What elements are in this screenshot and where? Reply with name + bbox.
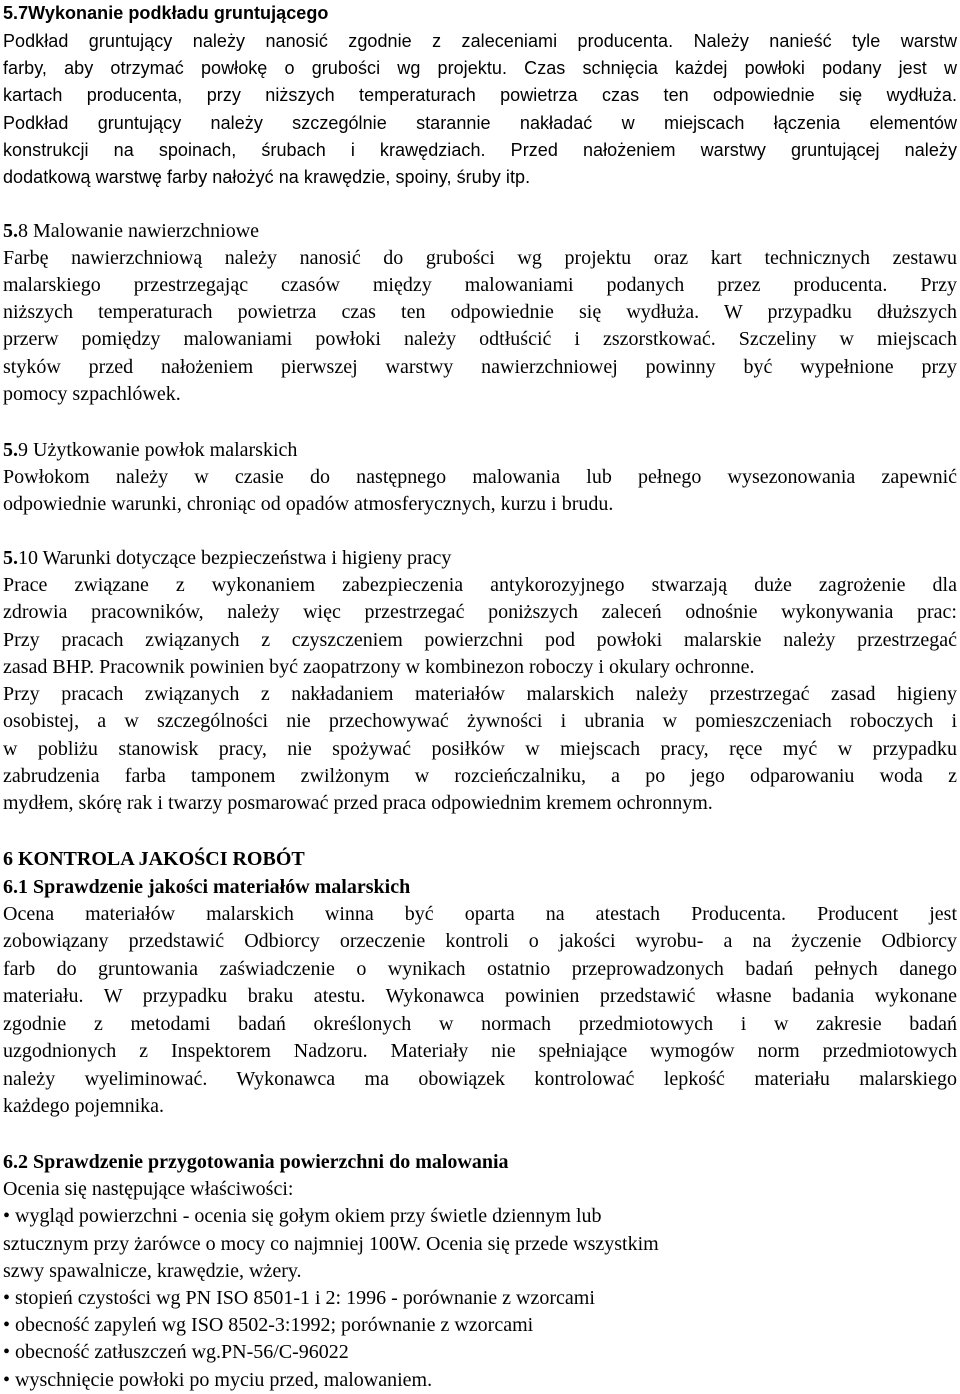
section-6-2-intro: Ocenia się następujące właściwości: — [3, 1178, 294, 1200]
section-6-1-line: uzgodnionych z Inspektorem Nadzoru. Materiały nie spełniające wymogów norm przedmiotowych — [3, 1040, 957, 1062]
bullet-item: • wyschnięcie powłoki po myciu przed, malowaniem. — [3, 1369, 433, 1391]
section-number: 5. — [3, 220, 18, 242]
section-6-1-line: każdego pojemnika. — [3, 1095, 165, 1117]
bullet-continuation: sztucznym przy żarówce o mocy co najmniej 100W. Ocenia się przede wszystkim — [3, 1233, 659, 1255]
section-6-1-line: materiału. W przypadku braku atestu. Wykonawca powinien przedstawić własne badania wykonane — [3, 985, 957, 1007]
bullet-item: • obecność zatłuszczeń wg.PN-56/C-96022 — [3, 1341, 349, 1363]
section-6-1-line: farb do gruntowania zaświadczenie o wynikach ostatnio przeprowadzonych badań pełnych danego — [3, 958, 957, 980]
section-5-10-line: w pobliżu stanowisk pracy, nie spożywać posiłków w miejscach pracy, ręce myć w przypadku — [3, 738, 957, 760]
section-6-2-heading: 6.2 Sprawdzenie przygotowania powierzchni do malowania — [3, 1151, 509, 1173]
section-6-1-line: zgodnie z metodami badań określonych w normach przedmiotowych i w zakresie badań — [3, 1013, 957, 1035]
section-5-7-heading: 5.7Wykonanie podkładu gruntującego — [3, 3, 329, 23]
section-number: 5. — [3, 439, 18, 461]
section-6-1-line: zobowiązany przedstawić Odbiorcy orzeczenie kontroli o jakości wyrobu- a na życzenie Odbiorcy — [3, 930, 957, 952]
section-title: 8 Malowanie nawierzchniowe — [18, 220, 260, 242]
bullet-item: • stopień czystości wg PN ISO 8501-1 i 2: 1996 - porównanie z wzorcami — [3, 1287, 595, 1309]
section-5-7-line: dodatkową warstwę farby nałożyć na krawędzie, spoiny, śruby itp. — [3, 167, 531, 187]
section-5-8-line: styków przed nałożeniem pierwszej warstwy nawierzchniowej powinny być wypełnione przy — [3, 356, 957, 378]
section-5-10-heading — [3, 545, 957, 572]
section-5-10-line: Prace związane z wykonaniem zabezpieczenia antykorozyjnego stwarzają duże zagrożenie dla — [3, 574, 957, 596]
section-5-7-line: kartach producenta, przy niższych temperaturach powietrza czas ten odpowiednie się wydłuża. — [3, 85, 957, 105]
section-6-1-heading: 6.1 Sprawdzenie jakości materiałów malarskich — [3, 876, 411, 898]
section-5-10-line: zasad BHP. Pracownik powinien być zaopatrzony w kombinezon roboczy i okulary ochronne. — [3, 656, 755, 678]
section-5-7-line: farby, aby otrzymać powłokę o grubości wg projektu. Czas schnięcia każdej powłoki podany jest w — [3, 58, 957, 78]
section-5-9-line: odpowiednie warunki, chroniąc od opadów atmosferycznych, kurzu i brudu. — [3, 493, 614, 515]
section-5-8-line: pomocy szpachlówek. — [3, 383, 181, 405]
section-5-10-line: zdrowia pracowników, należy więc przestrzegać poniższych zaleceń odnośnie wykonywania prac: — [3, 601, 957, 623]
section-5-9-heading — [3, 437, 957, 464]
section-5-10-line: mydłem, skórę rak i twarzy posmarować przed praca odpowiednim kremem ochronnym. — [3, 792, 713, 814]
section-5-8-line: Farbę nawierzchniową należy nanosić do grubości wg projektu oraz kart technicznych zestawu — [3, 247, 957, 269]
section-6-1-line: Ocena materiałów malarskich winna być oparta na atestach Producenta. Producent jest — [3, 903, 957, 925]
section-number: 5. — [3, 547, 18, 569]
section-title: 9 Użytkowanie powłok malarskich — [18, 439, 298, 461]
section-5-10-line: Przy pracach związanych z nakładaniem materiałów malarskich należy przestrzegać zasad higieny — [3, 683, 957, 705]
section-5-10-line: osobistej, a w szczególności nie przechowywać żywności i ubrania w pomieszczeniach roboczych i — [3, 710, 957, 732]
section-5-10-line: Przy pracach związanych z czyszczeniem powierzchni pod powłoki malarskie należy przestrzegać — [3, 629, 957, 651]
section-5-10-line: zabrudzenia farba tamponem zwilżonym w rozcieńczalniku, a po jego odparowaniu woda z — [3, 765, 957, 787]
section-5-7-line: konstrukcji na spoinach, śrubach i krawędziach. Przed nałożeniem warstwy gruntującej należy — [3, 140, 957, 160]
section-5-8-line: niższych temperaturach powietrza czas ten odpowiednie się wydłuża. W przypadku dłuższych — [3, 301, 957, 323]
bullet-continuation: szwy spawalnicze, krawędzie, wżery. — [3, 1260, 302, 1282]
chapter-6-heading: 6 KONTROLA JAKOŚCI ROBÓT — [3, 848, 305, 870]
section-5-7-line: Podkład gruntujący należy szczególnie starannie nakładać w miejscach łączenia elementów — [3, 113, 957, 133]
section-5-9-line: Powłokom należy w czasie do następnego malowania lub pełnego wysezonowania zapewnić — [3, 466, 957, 488]
section-6-1-line: należy wyeliminować. Wykonawca ma obowiązek kontrolować lepkość materiału malarskiego — [3, 1068, 957, 1090]
section-5-8-line: malarskiego przestrzegając czasów między malowaniami podanych przez producenta. Przy — [3, 274, 957, 296]
section-title: 10 Warunki dotyczące bezpieczeństwa i higieny pracy — [18, 547, 452, 569]
section-5-8-heading — [3, 218, 957, 245]
bullet-item: • obecność zapyleń wg ISO 8502-3:1992; porównanie z wzorcami — [3, 1314, 534, 1336]
section-5-7-line: Podkład gruntujący należy nanosić zgodnie z zaleceniami producenta. Należy nanieść tyle warstw — [3, 31, 957, 51]
bullet-item: • wygląd powierzchni - ocenia się gołym okiem przy świetle dziennym lub — [3, 1205, 602, 1227]
section-5-8-line: przerw pomiędzy malowaniami powłoki należy odtłuścić i zszorstkować. Szczeliny w miejscach — [3, 328, 957, 350]
